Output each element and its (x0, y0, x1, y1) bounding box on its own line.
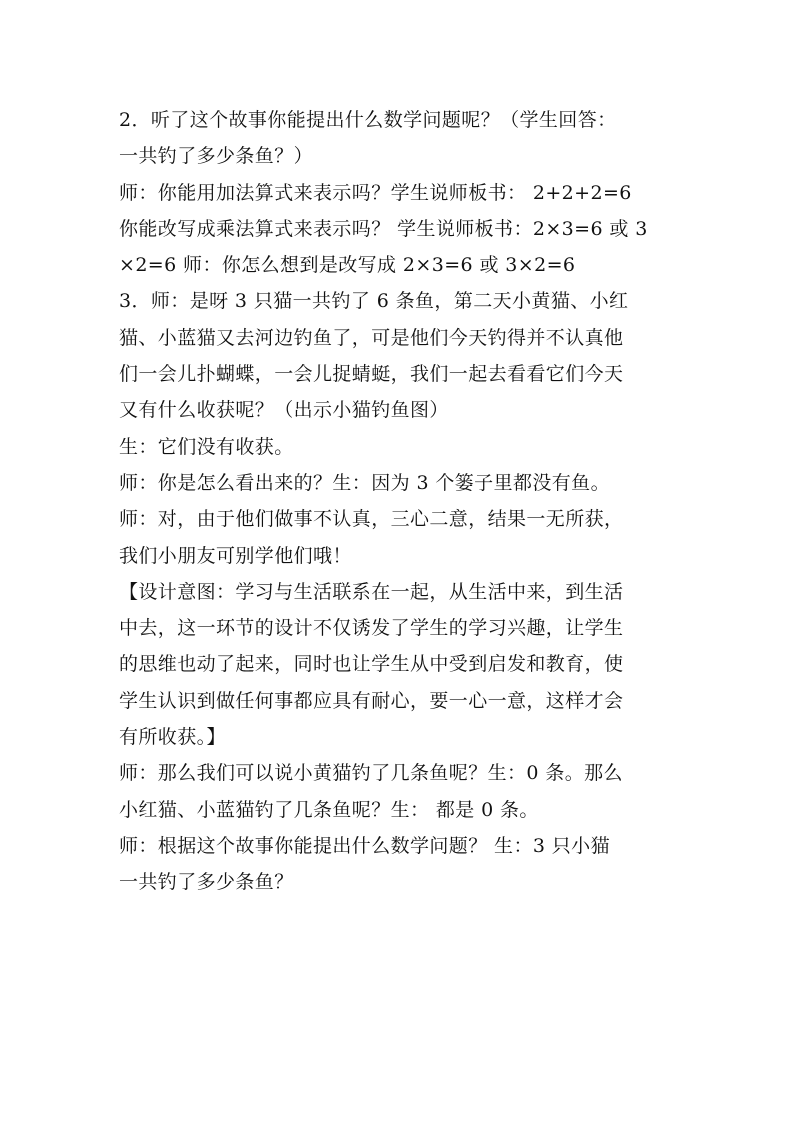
text-line-10: 生：它们没有收获。 (119, 435, 294, 458)
text-line-11: 师：你是怎么看出来的？生：因为 3 个篓子里都没有鱼。 (119, 471, 610, 494)
text-line-21: 师：根据这个故事你能提出什么数学问题？ 生：3 只小猫 (119, 834, 610, 857)
text-line-22: 一共钓了多少条鱼？ (119, 871, 294, 894)
text-line-5: ×2=6 师：你怎么想到是改写成 2×3=6 或 3×2=6 (119, 254, 576, 277)
text-line-3: 师：你能用加法算式来表示吗？学生说师板书： 2+2+2=6 (119, 181, 632, 204)
document-body (119, 102, 679, 901)
text-line-12: 师：对，由于他们做事不认真，三心二意，结果一无所获， (119, 508, 624, 531)
text-line-19: 师：那么我们可以说小黄猫钓了几条鱼呢？生：0 条。那么 (119, 762, 623, 785)
text-line-1: 2．听了这个故事你能提出什么数学问题呢？（学生回答： (119, 109, 617, 131)
text-line-15: 中去，这一环节的设计不仅诱发了学生的学习兴趣，让学生 (119, 617, 624, 640)
text-line-2: 一共钓了多少条鱼？） (119, 145, 314, 168)
text-line-6: 3．师：是呀 3 只猫一共钓了 6 条鱼，第二天小黄猫、小红 (119, 290, 629, 313)
text-line-16: 的思维也动了起来，同时也让学生从中受到启发和教育，使 (119, 653, 624, 676)
text-line-4: 你能改写成乘法算式来表示吗？ 学生说师板书：2×3=6 或 3 (119, 217, 648, 240)
text-line-9: 又有什么收获呢？（出示小猫钓鱼图） (119, 399, 449, 422)
text-line-7: 猫、小蓝猫又去河边钓鱼了，可是他们今天钓得并不认真他 (119, 326, 624, 349)
text-line-8: 们一会儿扑蝴蝶，一会儿捉蜻蜓，我们一起去看看它们今天 (119, 363, 624, 386)
text-line-20: 小红猫、小蓝猫钓了几条鱼呢？生： 都是 0 条。 (119, 798, 539, 821)
text-line-14: 【设计意图：学习与生活联系在一起，从生活中来，到生活 (119, 580, 624, 603)
text-line-18: 有所收获。】 (119, 726, 226, 749)
text-line-17: 学生认识到做任何事都应具有耐心，要一心一意，这样才会 (119, 689, 624, 712)
text-line-13: 我们小朋友可别学他们哦！ (119, 544, 352, 567)
